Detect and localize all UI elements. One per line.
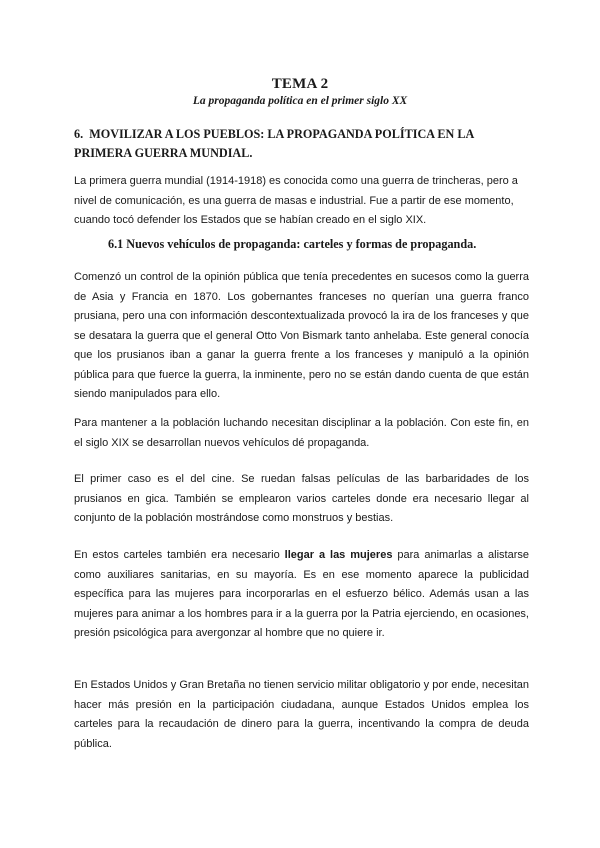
intro-paragraph: La primera guerra mundial (1914-1918) es conocida como una guerra de trincheras, pero a nivel de comunicación, es una guerra de masas e industrial. Fue a partir de ese momento, cuando tocó defender los Estados que se habían creado en el siglo XIX. (74, 175, 518, 226)
paragraph-4-emphasis: llegar a las mujeres (284, 549, 393, 561)
section-heading (74, 125, 534, 163)
section-number: 6. (74, 127, 84, 141)
paragraph-2: Para mantener a la población luchando necesitan disciplinar a la población. Con este fin, en el siglo XIX se desarrollan nuevos vehículos dé propaganda. (74, 417, 529, 449)
paragraph-5: En Estados Unidos y Gran Bretaña no tienen servicio militar obligatorio y por ende, necesitan hacer más presión en la participación ciudadana, aunque Estados Unidos emplea los carteles para la recaudación de dinero para la guerra, incentivando la compra de deuda pública. (74, 679, 529, 750)
page-subtitle: La propaganda política en el primer siglo XX (192, 95, 408, 107)
subsection-heading: 6.1 Nuevos vehículos de propaganda: carteles y formas de propaganda. (108, 237, 477, 251)
paragraph-1: Comenzó un control de la opinión pública que tenía precedentes en sucesos como la guerra de Asia y Francia en 1870. Los gobernantes franceses no querían una guerra franco prusiana, pero una con información descontextualizada provocó la ira de los franceses y que se desatara la guerra que el general Otto Von Bismark tanto anhelaba. Este general conocía que los prusianos iban a ganar la guerra frente a los franceses y manipuló a la opinión pública para que fuerce la guerra, la inminente, pero no se están dando cuenta de que están siendo manipulados para ello. (74, 271, 529, 400)
paragraph-4-start: En estos carteles también era necesario (74, 549, 285, 561)
page-title: TEMA 2 (271, 76, 329, 92)
paragraph-4-end: para animarlas a alistarse como auxiliares sanitarias, en su mayoría. Es en ese momento aparece la publicidad específica para las mujeres para incorporarlas en el esfuerzo bélico. Además usan a las mujeres para animar a los hombres para ir a la guerra por la Patria ejerciendo, en ocasiones, presión psicológica para avergonzar al hombre que no quiere ir. (74, 549, 529, 639)
paragraph-4 (74, 546, 529, 644)
paragraph-3: El primer caso es el del cine. Se ruedan falsas películas de las barbaridades de los prusianos en gica. También se emplearon varios carteles donde era necesario llegar al conjunto de la población mostrándose como monstruos y bestias. (74, 473, 529, 524)
section-title: MOVILIZAR A LOS PUEBLOS: LA PROPAGANDA POLÍTICA EN LA PRIMERA GUERRA MUNDIAL. (74, 127, 474, 160)
